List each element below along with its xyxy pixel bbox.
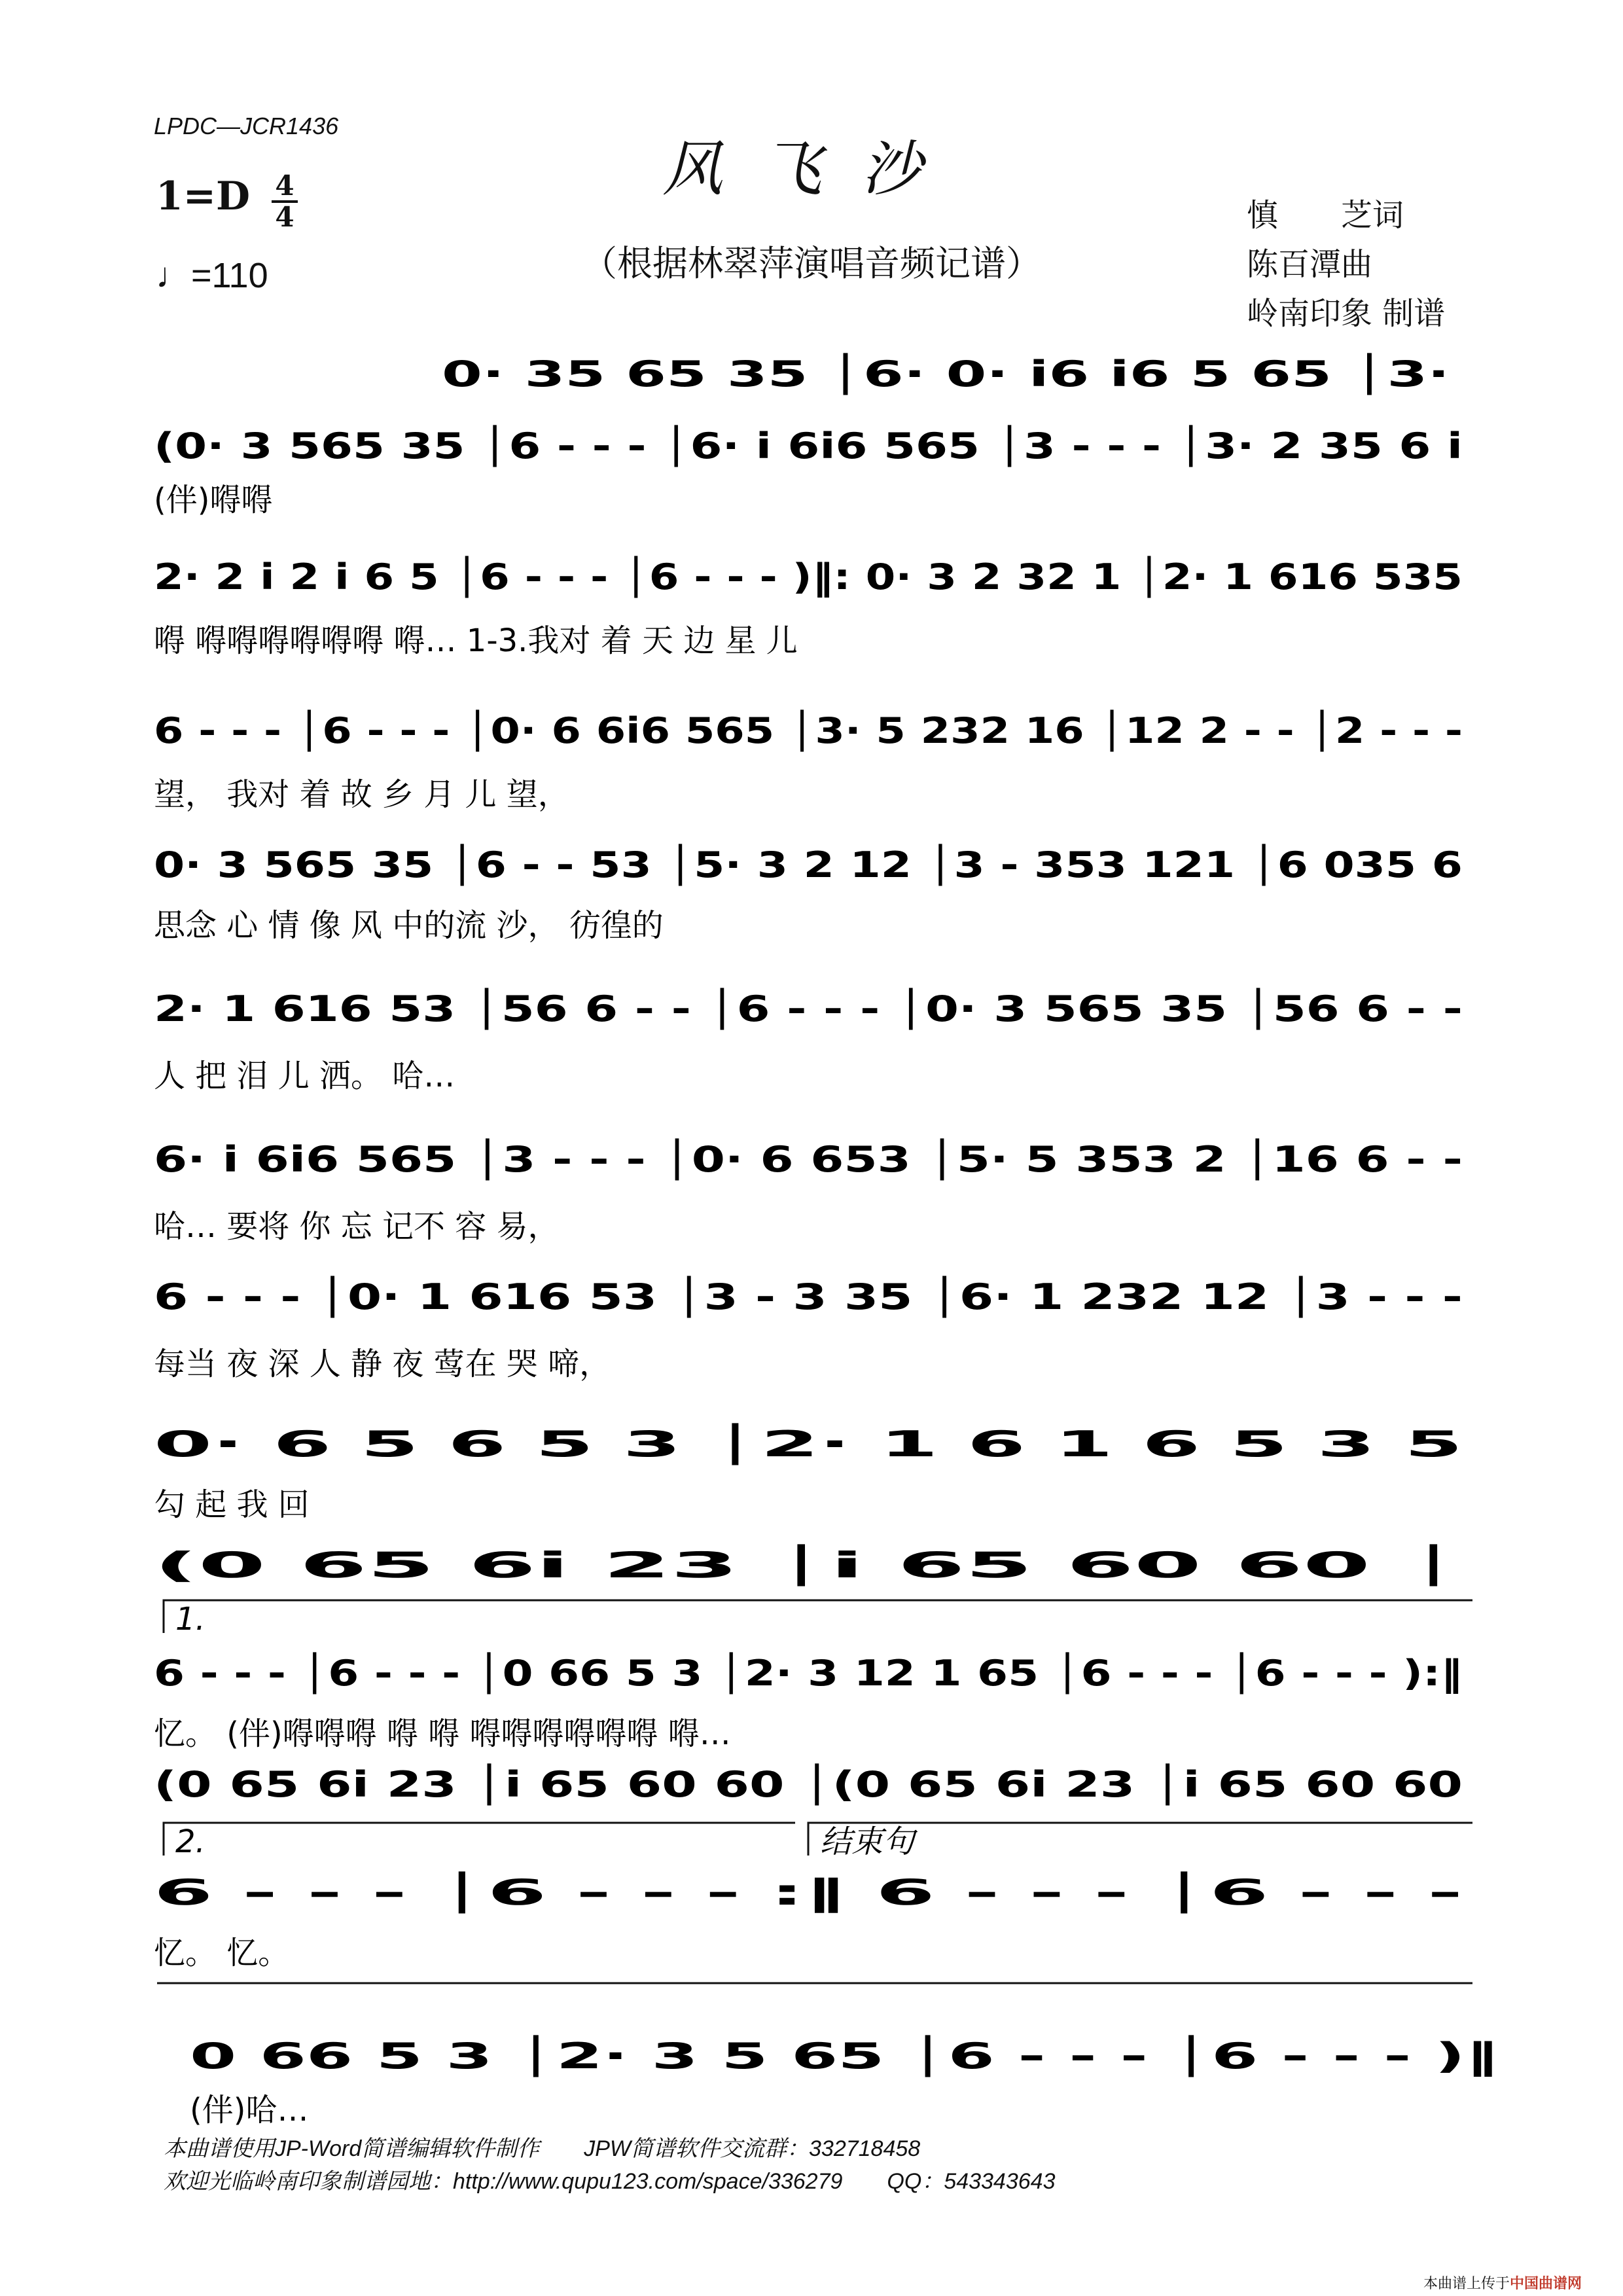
lyric-line-4: 望， 我对 着 故 乡 月 儿 望， [154,776,569,813]
notation-line-12: (0 65 6i 23 │i 65 60 60 │(0 65 6i 23 │i 65 60 60 [154,1764,1073,1805]
volta-second-bracket [164,1823,795,1856]
credit-composer: 陈百潭曲 [1247,246,1373,283]
lyric-line-11: 忆。 (伴)嘚嘚嘚 嘚 嘚 嘚嘚嘚嘚嘚嘚 嘚… [154,1715,731,1752]
notation-line-7: 6· i 6i6 565 │3 - - - │0· 6 653 │5· 5 353 2 │16 6 - - [154,1139,1115,1180]
notation-line-2: (0· 3 565 35 │6 - - - │6· i 6i6 565 │3 - - - │3· 2 35 6 i [154,425,1158,467]
lyric-line-9: 勾 起 我 回 [154,1486,310,1523]
notation-line-13: 6 - - - │6 - - - :‖ 6 - - - │6 - - - [154,1872,700,1913]
notation-line-8: 6 - - - │0· 1 616 53 │3 - 3 35 │6· 1 232 12 │3 - - - [154,1276,1094,1318]
volta-first-label: 1. [175,1601,205,1638]
page-title: 风飞沙 [662,134,961,204]
time-top: 4 [275,170,294,202]
lyric-line-7: 哈… 要将 你 忘 记不 容 易， [154,1208,560,1245]
notation-line-11: 6 - - - │6 - - - │0 66 5 3 │2· 3 12 1 65 │6 - - - │6 - - - ):‖ [154,1653,1199,1694]
lyric-line-2: (伴)嘚嘚 [154,482,273,518]
score-code: LPDC—JCR1436 [154,113,339,139]
lyric-line-3: 嘚 嘚嘚嘚嘚嘚嘚 嘚… 1-3.我对 着 天 边 星 儿 [154,622,798,659]
lyric-line-8: 每当 夜 深 人 静 夜 莺在 哭 啼， [154,1346,611,1382]
key-signature: 1=D [156,173,251,219]
volta-second-label: 2. [175,1823,205,1860]
credit-arranger: 岭南印象 制谱 [1247,295,1446,332]
lyric-line-5: 思念 心 情 像 风 中的流 沙， 彷徨的 [154,907,664,944]
subtitle: （根据林翠萍演唱音频记谱） [582,243,1041,284]
footer-line-1: 本曲谱使用JP-Word简谱编辑软件制作 JPW简谱软件交流群：332718458 [164,2136,921,2161]
notation-line-14: 0 66 5 3 │2· 3 5 65 │6 - - - │6 - - - )‖ [190,2036,881,2077]
notation-line-9: 0· 6 5 6 5 3 │2· 1 6 1 6 5 3 5 [154,1424,706,1465]
watermark-brand: 中国曲谱网 [1510,2276,1582,2292]
time-bottom: 4 [272,200,298,232]
footer-line-2: 欢迎光临岭南印象制谱园地：http://www.qupu123.com/space/336279 QQ：543343643 [164,2169,1056,2194]
lyric-line-6: 人 把 泪 儿 洒。 哈… [154,1058,455,1094]
notation-line-5: 0· 3 565 35 │6 - - 53 │5· 3 2 12 │3 - 353 121 │6 035 6 [154,844,1196,886]
watermark [1423,2272,1582,2293]
quarter-note-icon: ♩ [156,256,191,295]
lyric-line-14: (伴)哈… [190,2092,309,2128]
volta-first-bracket [164,1600,1472,1633]
notation-line-6: 2· 1 616 53 │56 6 - - │6 - - - │0· 3 565 35 │56 6 - - [154,988,1119,1030]
tempo-value: =110 [191,256,268,295]
credit-lyricist: 慎 芝词 [1247,197,1404,234]
lyric-line-13: 忆。 忆。 [154,1935,290,1971]
notation-line-10: (0 65 6i 23 │i 65 60 60 │ [154,1545,630,1586]
ending-label: 结束句 [820,1823,915,1860]
watermark-pre: 本曲谱上传于 [1423,2276,1510,2292]
notation-line-4: 6 - - - │6 - - - │0· 6 6i6 565 │3· 5 232 16 │12 2 - - │2 - - - [154,710,1236,751]
notation-line-3: 2· 2 i 2 i 6 5 │6 - - - │6 - - - )‖: 0· 3 2 32 1 │2· 1 616 535 [154,556,1230,598]
notation-line-1: 0· 35 65 35 │6· 0· i6 i6 5 65 │3· [442,353,1054,395]
